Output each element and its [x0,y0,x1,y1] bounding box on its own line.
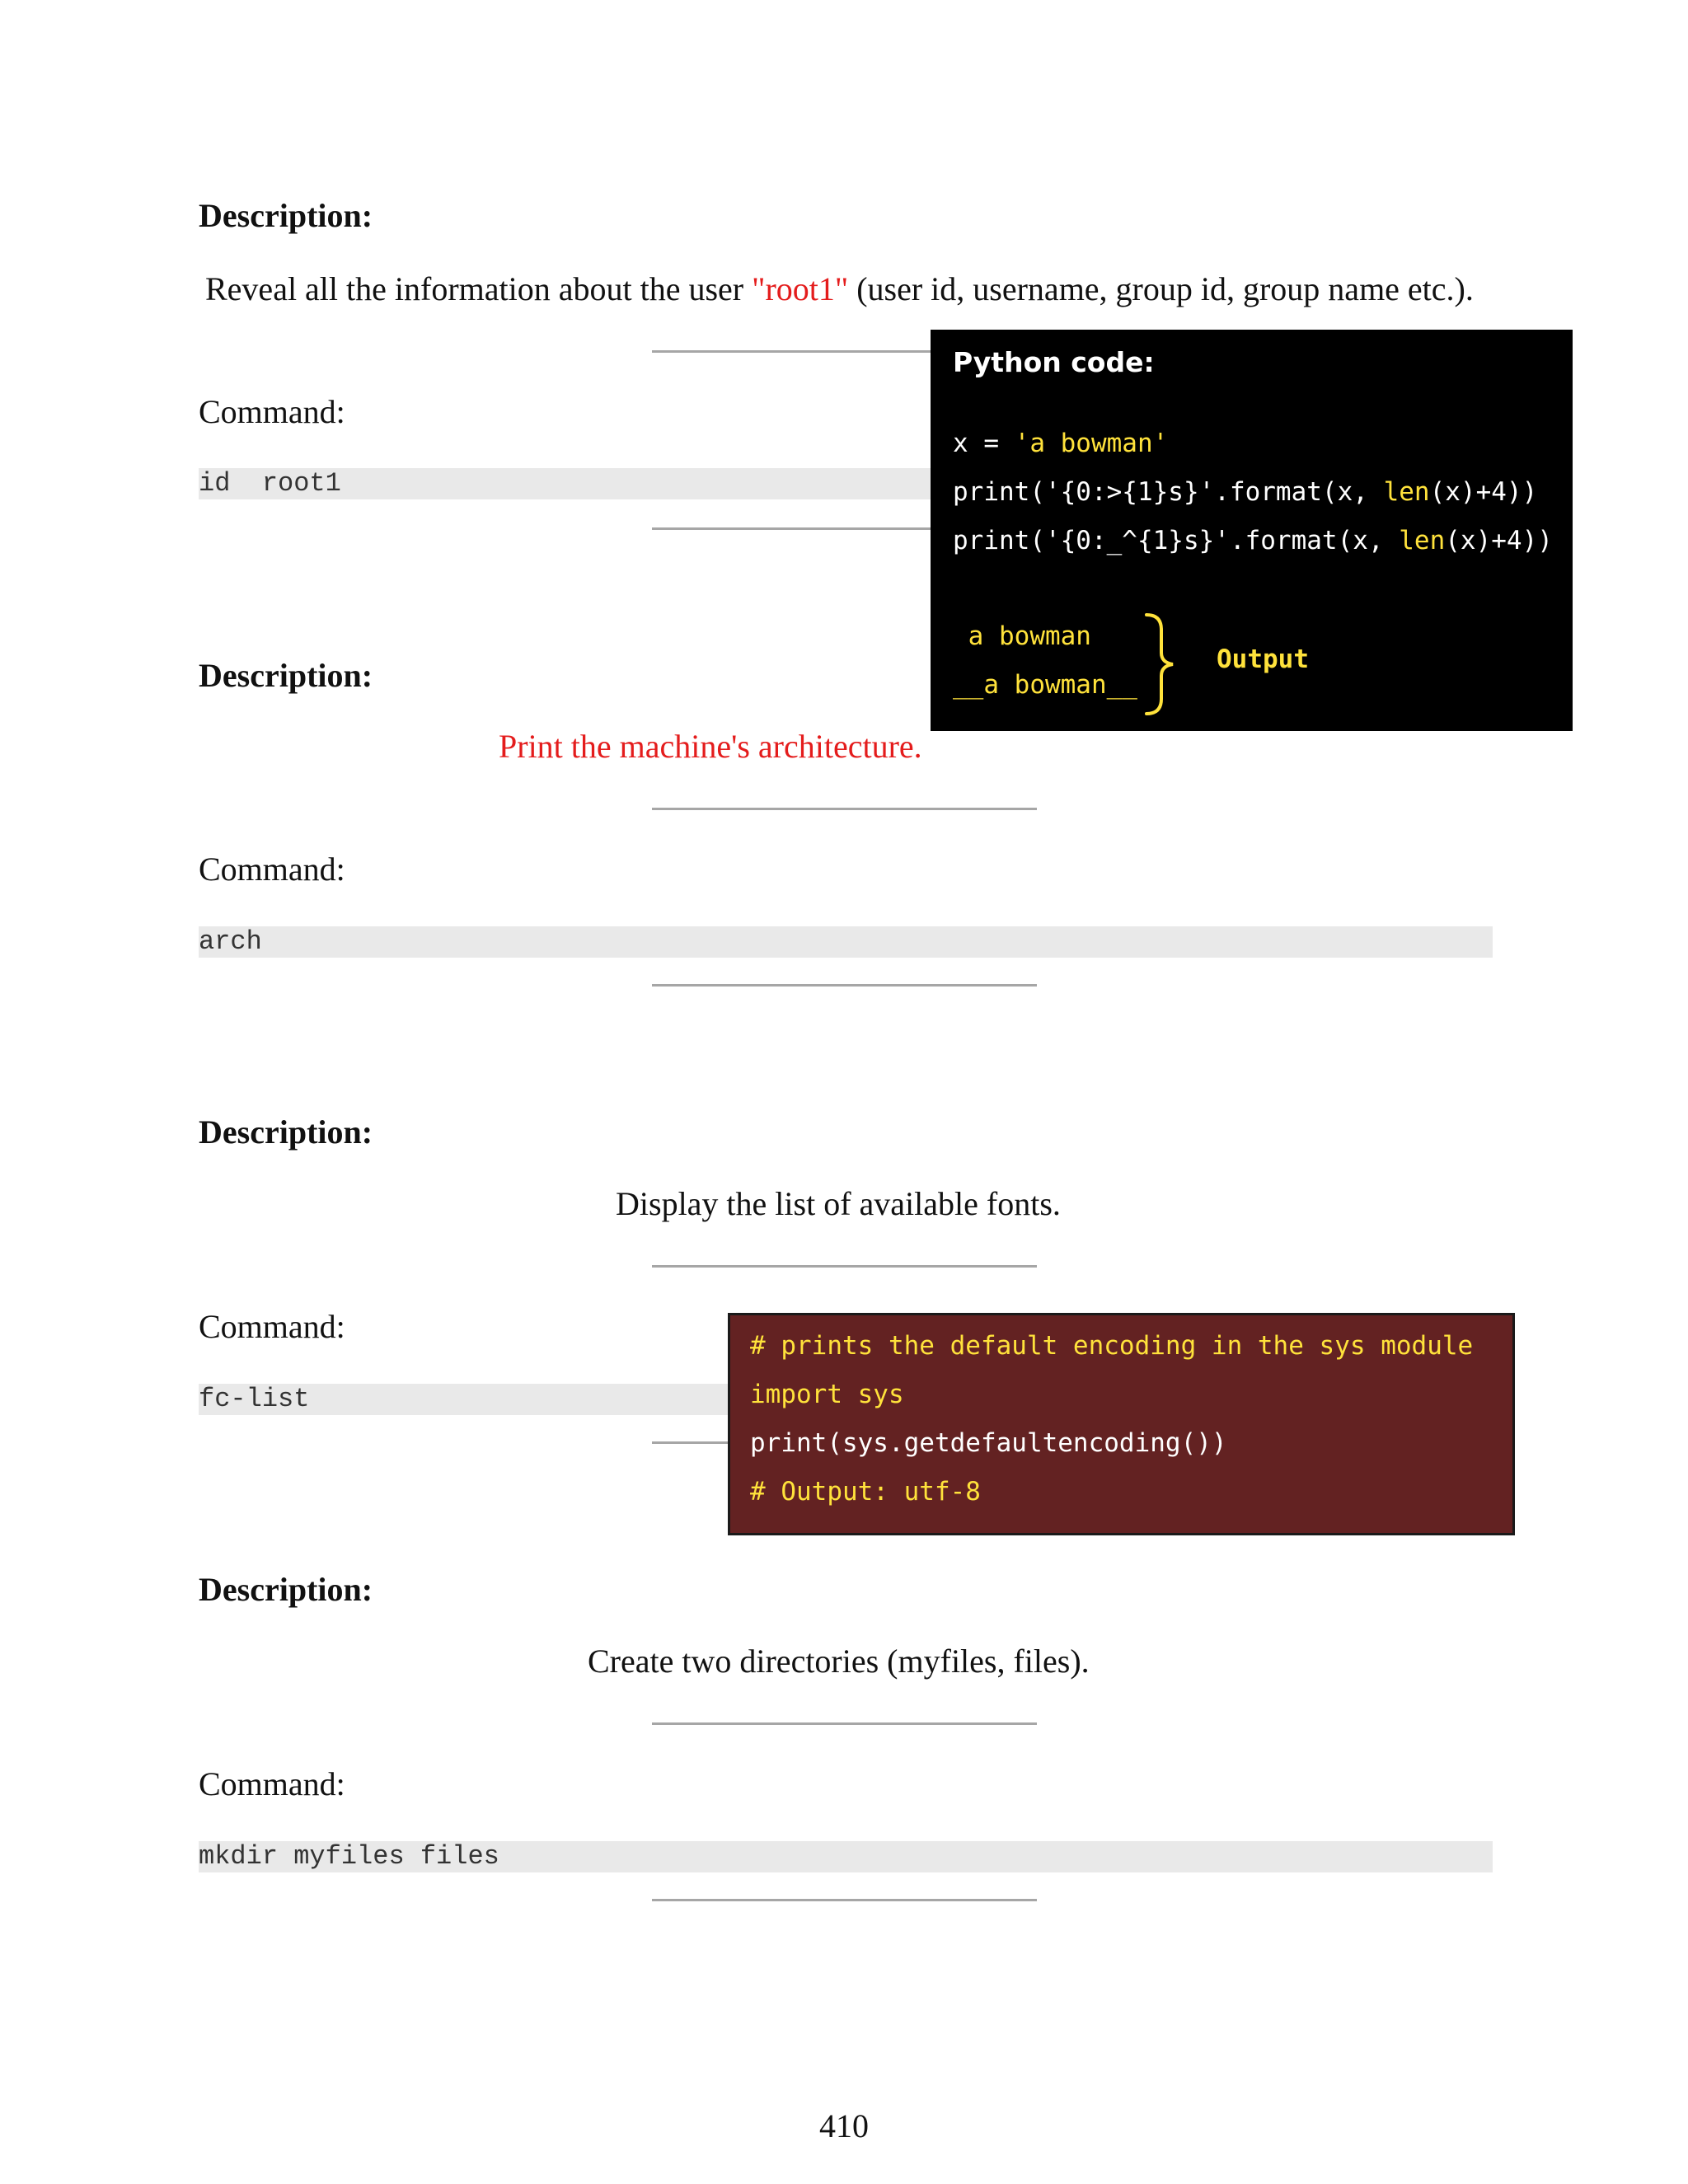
description-text-2: Print the machine's architecture. [499,728,922,765]
divider-rule [652,984,1037,987]
encoding-code-line-3: print(sys.getdefaultencoding()) [750,1428,1227,1458]
python-output-line-1: a bowman [953,621,1091,651]
python-code-line-1 [953,427,1168,460]
python-code-line-3 [953,524,1553,557]
command-bar-1: id root1 [199,468,1493,499]
description-text-4: Create two directories (myfiles, files). [588,1643,1090,1680]
code-builtin-token: len [1399,526,1446,555]
description-heading-3: Description: [199,1113,373,1151]
python-output-line-2: __a bowman__ [953,670,1137,700]
description-highlight-root1: "root1" [752,270,849,307]
python-code-line-2 [953,476,1537,509]
command-label-3: Command: [199,1308,345,1345]
code-token: (x)+4)) [1429,477,1538,507]
encoding-code-line-2: import sys [750,1380,904,1409]
page-number: 410 [819,2107,869,2144]
command-bar-4: mkdir myfiles files [199,1841,1493,1872]
divider-rule [652,1899,1037,1901]
code-token: (x)+4)) [1445,526,1553,555]
code-token: print('{0:_^{1}s}'.format(x, [953,526,1400,555]
description-text-1-prefix: Reveal all the information about the user [205,270,753,307]
divider-rule [652,808,1037,810]
description-text-1 [205,269,1474,309]
code-token: x = [953,429,1015,458]
description-heading-2: Description: [199,657,373,694]
code-string-token: 'a bowman' [1014,429,1169,458]
python-code-title: Python code: [953,346,1155,378]
code-token: print('{0:>{1}s}'.format(x, [953,477,1384,507]
description-heading-4: Description: [199,1571,373,1608]
command-label-1: Command: [199,393,345,430]
divider-rule [652,1265,1037,1268]
command-bar-3: fc-list [199,1384,1493,1415]
python-output-label: Output [1217,644,1309,674]
encoding-code-line-4: # Output: utf-8 [750,1477,981,1507]
encoding-code-box [728,1313,1515,1535]
command-label-2: Command: [199,851,345,888]
code-builtin-token: len [1383,477,1430,507]
curly-brace-icon [1137,610,1186,717]
description-heading-1: Description: [199,197,373,234]
command-bar-2: arch [199,926,1493,958]
divider-rule [652,1722,1037,1725]
encoding-code-line-1: # prints the default encoding in the sys module [750,1331,1474,1361]
description-text-3: Display the list of available fonts. [616,1185,1061,1222]
python-code-box [931,330,1573,731]
description-text-1-suffix: (user id, username, group id, group name etc.). [848,270,1474,307]
command-label-4: Command: [199,1765,345,1802]
